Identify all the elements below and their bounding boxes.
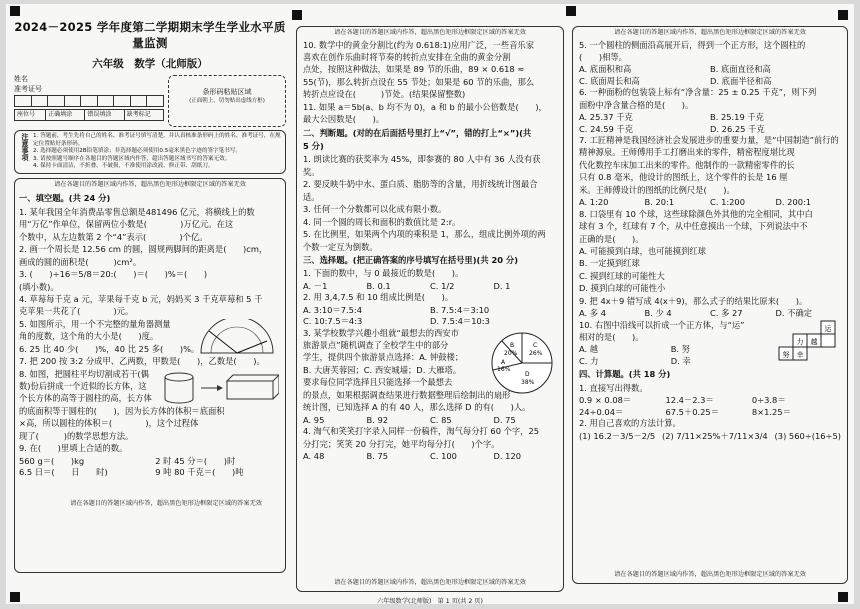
- question-line: B. 大唐芙蓉园；C. 西安城墙；D. 大雁塔。: [303, 364, 462, 375]
- pie-value-c: 26%: [529, 349, 543, 357]
- option: C. 底面周长和高: [579, 75, 640, 86]
- options: [303, 415, 557, 426]
- option: B. 努: [670, 344, 690, 355]
- info-area: [14, 75, 286, 127]
- question-line: 8. 如图，把圆柱平均切割成若干(偶: [19, 368, 149, 379]
- option: D. 26.25 千克: [710, 123, 765, 134]
- question-line: 球有 3 个，红球有 7 个，从中任意摸出一个球，下列说法中不: [579, 221, 808, 232]
- question-line: 10. 数学中的黄金分割比(约为 0.618:1)应用广泛，一些音乐家: [303, 39, 535, 50]
- notice-label: 注意事项: [21, 133, 29, 162]
- option: C. 1:200: [710, 197, 745, 208]
- notice-box: [14, 130, 286, 174]
- question-line: 5. 如图所示，用一个不完整的量角器测量: [19, 318, 171, 329]
- judge-line: 适。: [303, 191, 320, 202]
- question-line: 个数中，从左边数第 2 个“4”表示( )个亿。: [19, 231, 208, 242]
- calc-item: 12.4－2.3＝: [665, 395, 714, 406]
- registration-mark: [292, 10, 302, 20]
- unit-item: 6.5 日＝( 日 时): [19, 467, 108, 478]
- question-line: 相对的是( )。: [579, 332, 644, 343]
- question-line: 55(节)，那么转折点设在 55 节处；如果是 60 节的乐曲，那么: [303, 76, 535, 87]
- option: B. 少 4: [644, 308, 672, 319]
- option: A. 25.37 千克: [579, 112, 633, 123]
- cube-face: 努: [782, 350, 790, 359]
- fill-legend: [14, 109, 164, 121]
- question-line: 克苹果一共花了( )元。: [19, 306, 134, 317]
- pie-label-c: C: [533, 341, 538, 349]
- option: D. 7.5:4＝10:3: [430, 316, 490, 327]
- calc2-item: (2) 7/11×25%＋7/11×3/4: [662, 430, 768, 441]
- option: D. 200:1: [775, 197, 812, 208]
- options: [579, 308, 841, 319]
- section-heading: 四、计算题。(共 18 分): [579, 369, 671, 380]
- question-line: 3. ( )÷16＝5/8＝20:( )＝( )%＝( ): [19, 269, 208, 280]
- calc2-item: (1) 16.2－3/5－2/5: [579, 430, 656, 441]
- section-heading: 二、判断题。(对的在后面括号里打上“√”，错的打上“×”)(共: [303, 127, 532, 138]
- option: D. 摸到白球的可能性小: [579, 283, 666, 294]
- page-footer: 六年级数学(北师版) 第 1 页(共 2 页): [377, 598, 483, 605]
- option: D. 幸: [670, 355, 691, 366]
- calc-item: 67.5＋0.25＝: [665, 406, 719, 417]
- question-line: 10. 右图中沿线可以折成一个正方体，与“运”: [579, 319, 745, 330]
- answer-warning: 请在各题目的答题区域内作答，超出黑色矩形边框限定区域的答案无效: [614, 571, 806, 579]
- section-heading: 三、选择题。(把正确答案的序号填写在括号里)(共 20 分): [303, 254, 519, 265]
- question-line: 统计图，已知选择 A 的有 40 人，那么选择 D 的有( )人。: [303, 402, 531, 413]
- judge-line: 个数一定互为倒数。: [303, 241, 378, 252]
- options: [303, 281, 557, 292]
- question-line: 5. 一个圆柱的侧面沿高展开后，得到一个正方形，这个圆柱的: [579, 39, 806, 50]
- option: C. 摸到红球的可能性大: [579, 270, 665, 281]
- question-line: 米。王师傅设计的图纸的比例尺是( )。: [579, 184, 735, 195]
- option: C. 10:7.5＝4:3: [303, 316, 363, 327]
- options: [303, 305, 557, 328]
- options: [579, 197, 841, 208]
- option: C. 1/2: [430, 280, 455, 291]
- option: A. 95: [303, 414, 325, 425]
- protractor-figure: [197, 319, 277, 355]
- seat-label: 座位号: [15, 109, 46, 120]
- option: A. 48: [303, 450, 325, 461]
- calc-item: 0÷3.8＝: [751, 395, 786, 406]
- question-line: 点处，按照这种做法，如果是 89 节的乐曲，89 × 0.618 ≈: [303, 64, 525, 75]
- question-line: 要求每位同学选择且只能选择一个最想去: [303, 377, 453, 388]
- question-line: 4. 草莓每千克 a 元，苹果每千克 b 元，妈妈买 3 千克草莓和 5 千: [19, 293, 263, 304]
- barcode-label: 条形码粘贴区域: [202, 88, 252, 97]
- options: [303, 451, 557, 462]
- wrong-fill-label: 错误填涂: [85, 109, 124, 120]
- question-line: 9. 在( )里填上合适的数。: [19, 443, 128, 454]
- question-line: 只有 0.8 毫米，他设计的图纸上，这个零件的长是 16 厘: [579, 172, 788, 183]
- unit-item: 9 吨 80 千克＝( )吨: [155, 467, 244, 478]
- pie-value-d: 38%: [521, 378, 535, 386]
- option: B. 20:1: [644, 197, 675, 208]
- calc-item: 8×1.25＝: [751, 406, 791, 417]
- question-line: 旅游景点”随机调查了全校学生中的部分: [303, 340, 449, 351]
- registration-mark: [10, 592, 20, 602]
- question-line: 个长方体的高等于圆柱的高，长方体: [19, 393, 152, 404]
- pie-label-b: B: [510, 341, 515, 349]
- question-line: 的底面积等于圆柱的( )，因为长方体的体积＝底面积: [19, 405, 225, 416]
- judge-line: 3. 任何一个分数都可以化成有限小数。: [303, 204, 447, 215]
- answer-warning: 请在各题目的答题区域内作答，超出黑色矩形边框限定区域的答案无效: [70, 500, 262, 508]
- question-line: 7. 工匠精神是我国经济社会发展进步的重要力量，是“中国制造”前行的: [579, 135, 839, 146]
- answer-area-1: [14, 178, 286, 573]
- calc-item: 24÷0.04＝: [579, 406, 624, 417]
- question-line: 2. 画一个周长是 12.56 cm 的圆，圆规两脚间的距离是( )cm，: [19, 244, 268, 255]
- registration-mark: [566, 6, 576, 16]
- exam-title: 2024－2025 学年度第二学期期末学生学业水平质量监测: [14, 20, 286, 50]
- answer-warning: 请在各题目的答题区域内作答，超出黑色矩形边框限定区域的答案无效: [334, 579, 526, 587]
- question-line: 7. 把 200 按 3:2 分成甲、乙两数，甲数是( )，乙数是( )。: [19, 356, 265, 367]
- exam-id-label: 准考证号: [14, 84, 42, 93]
- question-line: 11. 如果 a＝5b(a、b 均不为 0)，a 和 b 的最小公倍数是( )，: [303, 101, 547, 112]
- question-line: 6. 25 比 40 少( )%，40 比 25 多( )%。: [19, 343, 200, 354]
- options: [579, 344, 762, 367]
- calc2-row: [579, 431, 841, 442]
- judge-line: 5. 在比例里，如果两个内项的乘积是 1，那么，组成比例外项的两: [303, 229, 546, 240]
- absent-label: 缺考标记: [124, 109, 163, 120]
- option: B. 7.5:4＝3:10: [430, 304, 490, 315]
- option: D. 120: [493, 450, 521, 461]
- pie-label-a: A: [501, 358, 506, 366]
- notice-item: 4. 保持卡面清洁，不折叠、不破损，不准使用涂改液、修正带、刮纸刀。: [33, 163, 214, 170]
- question-line: 数)份后拼成一个近似的长方体，这: [19, 381, 147, 392]
- registration-mark: [838, 592, 848, 602]
- answer-warning: 请在各题目的答题区域内作答，超出黑色矩形边框限定区域的答案无效: [334, 29, 526, 36]
- option: B. 0.1: [366, 280, 391, 291]
- question-line: 的景点，如果根据调查结果进行数据整理后绘制出的扇形: [303, 389, 511, 400]
- option: A. 可能摸到白球，也可能摸到红球: [579, 245, 706, 256]
- question-line: 1. 直接写出得数。: [579, 382, 648, 393]
- option: B. 底面直径和高: [710, 64, 771, 75]
- answer-warning: 请在各题目的答题区域内作答，超出黑色矩形边框限定区域的答案无效: [54, 180, 246, 188]
- option: B. 92: [366, 414, 389, 425]
- registration-mark: [10, 6, 20, 16]
- correct-fill-label: 正确填涂: [46, 109, 85, 120]
- option: A. 底面积和高: [579, 64, 632, 75]
- judge-line: 2. 要反映牛奶中水、蛋白质、脂肪等的含量，用折线统计图最合: [303, 179, 538, 190]
- option: C. 力: [579, 355, 599, 366]
- option: D. 75: [493, 414, 516, 425]
- question-line: 面粉中净含量合格的是( )。: [579, 99, 694, 110]
- option: A. 3:10＝7.5:4: [303, 304, 363, 315]
- option: A. 1:20: [579, 197, 609, 208]
- section-heading: 5 分): [303, 141, 324, 152]
- question-line: 喜欢在创作乐曲时将节奏的转折点安排在全曲的黄金分割: [303, 51, 511, 62]
- option: D. 底面半径和高: [710, 75, 772, 86]
- question-line: 转折点应设在( )节处。(结果保留整数): [303, 89, 466, 100]
- question-line: 正确的是( )。: [579, 233, 644, 244]
- question-line: 9. 把 4x＋9 错写成 4(x＋9)，那么式子的结果比原来( )。: [579, 295, 808, 306]
- pie-value-b: 20%: [504, 349, 518, 357]
- question-line: 8. 口袋里有 10 个球，这些球除颜色外其他的完全相同，其中白: [579, 208, 813, 219]
- option: A. 越: [579, 344, 599, 355]
- option: A. 多 4: [579, 308, 607, 319]
- judge-line: 4. 同一个圆的周长和面积的数值比是 2:r。: [303, 216, 461, 227]
- registration-mark: [838, 10, 848, 20]
- option: C. 100: [430, 450, 457, 461]
- unit-item: 560 g＝( )kg: [19, 455, 85, 466]
- question-line: 分打完；笑笑 20 分打完，她平均每分打( )个字。: [303, 438, 500, 449]
- options: [579, 112, 841, 135]
- question-line: 画成的圆的面积是( )cm²。: [19, 256, 142, 267]
- name-label: 姓名: [14, 75, 28, 84]
- question-line: 代化数控车床加工出来的零件。他制作的一款精密零件的长: [579, 159, 795, 170]
- option: B. 75: [366, 450, 389, 461]
- question-line: 精神源泉。王师傅用手工打磨出来的零件，精密程度堪比现: [579, 147, 795, 158]
- question-line: (填小数)。: [19, 281, 59, 292]
- column-1: [14, 20, 286, 573]
- judge-line: 1. 朗读比赛的获奖率为 45%，即参赛的 80 人中有 36 人没有获: [303, 154, 541, 165]
- question-line: 2. 用 3,4,7.5 和 10 组成比例是( )。: [303, 292, 454, 303]
- cube-net-figure: [771, 320, 839, 364]
- question-line: ×高，所以圆柱的体积＝( )，这个过程体: [19, 418, 199, 429]
- question-line: 4. 淘气和笑笑打字录入同样一份稿件，淘气每分打 60 个字，25: [303, 426, 540, 437]
- cube-face: 越: [810, 337, 818, 346]
- notice-item: 2. 选择题必须使用2B铅笔填涂；非选择题必须使用0.5毫米黑色字迹的签字笔书写。: [33, 148, 242, 155]
- answer-warning: 请在各题目的答题区域内作答，超出黑色矩形边框限定区域的答案无效: [614, 29, 806, 36]
- calc-grid: [579, 395, 841, 418]
- question-line: 3. 某学校数学兴趣小组就“最想去的西安市: [303, 327, 459, 338]
- column-2: [296, 26, 564, 592]
- unit-item: 2 时 45 分＝( )时: [155, 455, 236, 466]
- barcode-note: (正面朝上，切勿贴出虚线方框): [189, 97, 265, 104]
- options: [579, 64, 841, 87]
- option: C. 24.59 千克: [579, 123, 634, 134]
- option: D. 不确定: [775, 308, 813, 319]
- question-line: 6. 一种面粉的包装袋上标有“净含量：25 ± 0.25 千克”，则下列: [579, 87, 817, 98]
- option: C. 多 27: [710, 308, 743, 319]
- calc-item: 0.9 × 0.08＝: [579, 395, 632, 406]
- barcode-area: [168, 75, 286, 127]
- option: B. 一定摸到红球: [579, 258, 640, 269]
- column-3: [572, 26, 848, 584]
- pie-value-a: 16%: [497, 365, 511, 373]
- option: B. 25.19 千克: [710, 112, 764, 123]
- notice-item: 3. 请按照题号顺序在各题目的答题区域内作答，超出答题区域书写的答案无效。: [33, 155, 231, 162]
- pie-chart: [489, 330, 555, 396]
- section-heading: 一、填空题。(共 24 分): [19, 193, 111, 204]
- cube-face: 力: [796, 337, 804, 346]
- question-line: 最大公因数是( )。: [303, 114, 385, 125]
- question-line: 1. 下面的数中，与 0 最接近的数是( )。: [303, 268, 464, 279]
- question-line: 1. 某年我国全年消费品零售总额是481496 亿元，将横线上的数: [19, 206, 255, 217]
- question-line: 角的度数，这个角的大小是( )度。: [19, 331, 159, 342]
- option: C. 85: [430, 414, 452, 425]
- notice-item: 1. 答题前，考生先将自己的姓名、准考证号填写清楚，并认真核准条形码上的姓名、准考证号，在规定位置贴好条形码。: [33, 133, 281, 147]
- pie-label-d: D: [525, 370, 530, 378]
- question-line: 用“万亿”作单位，保留两位小数是( )万亿元。在这: [19, 219, 234, 230]
- question-line: ( )相等。: [579, 51, 627, 62]
- cube-face: 运: [824, 324, 832, 333]
- question-line: 现了( )的数学思想方法。: [19, 430, 134, 441]
- question-line: 2. 用自己喜欢的方法计算。: [579, 418, 681, 429]
- option: A. －1: [303, 280, 328, 291]
- option: D. 1: [493, 280, 511, 291]
- candidate-id-grid: [14, 95, 164, 107]
- question-line: 学生，提供四个旅游景点选择：A. 钟鼓楼；: [303, 352, 464, 363]
- judge-line: 奖。: [303, 166, 320, 177]
- cube-face: 幸: [796, 350, 804, 359]
- calc2-item: (3) 560÷(16÷5): [774, 430, 841, 441]
- exam-subtitle: 六年级 数学（北师版）: [92, 57, 208, 70]
- cylinder-figure: [161, 371, 279, 405]
